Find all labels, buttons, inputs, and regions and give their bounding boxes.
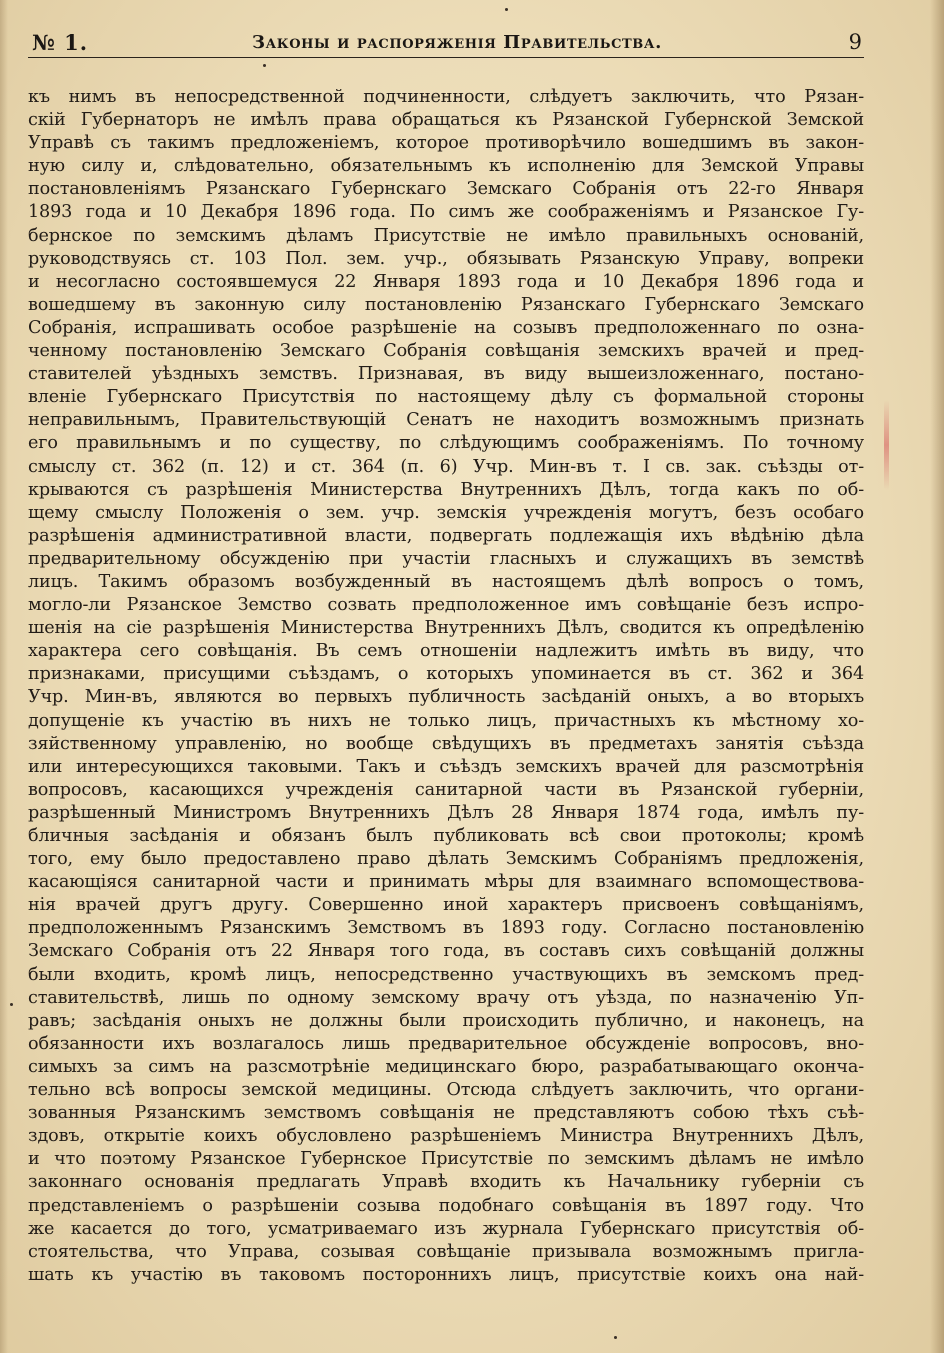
text-line: 1893 года и 10 Декабря 1896 года. По симъ же соображеніямъ и Рязанское Гу- bbox=[28, 202, 864, 223]
text-line: Собранія, испрашивать особое разрѣшеніе на созывъ предположеннаго по озна- bbox=[28, 317, 864, 338]
text-line: руководствуясь ст. 103 Пол. зем. учр., обязывать Рязанскую Управу, вопреки bbox=[28, 248, 864, 269]
text-line: шать къ участію въ таковомъ постороннихъ лицъ, присутствіе коихъ она най- bbox=[28, 1264, 864, 1285]
text-line: Управѣ съ такимъ предложеніемъ, которое противорѣчило вошедшимъ въ закон- bbox=[28, 133, 864, 154]
text-line: нія врачей другъ другу. Совершенно иной характеръ присвоенъ совѣщаніямъ, bbox=[28, 895, 864, 916]
text-line: характера сего совѣщанія. Въ семъ отношеніи надлежитъ имѣть въ виду, что bbox=[28, 641, 864, 662]
text-line: бернское по земскимъ дѣламъ Присутствіе не имѣло правильныхъ основаній, bbox=[28, 225, 864, 246]
text-line: щему смыслу Положенія о зем. учр. земскія учрежденія могутъ, безъ особаго bbox=[28, 502, 864, 523]
text-line: постановленіямъ Рязанскаго Губернскаго Земскаго Собранія отъ 22-го Января bbox=[28, 179, 864, 200]
text-line: бличныя засѣданія и обязанъ былъ публиковать всѣ свои протоколы; кромѣ bbox=[28, 826, 864, 846]
text-line: разрѣшенный Министромъ Внутреннихъ Дѣлъ 28 Января 1874 года, имѣлъ пу- bbox=[28, 802, 864, 823]
text-line: Учр. Мин-въ, являются во первыхъ публичность засѣданій оныхъ, а во вторыхъ bbox=[28, 687, 864, 708]
text-line: равъ; засѣданія оныхъ не должны были происходить публично, и наконецъ, на bbox=[28, 1010, 864, 1031]
text-line: касающіяся санитарной части и принимать мѣры для взаимнаго вспомоществова- bbox=[28, 872, 864, 893]
speck bbox=[263, 64, 266, 67]
text-line: лицъ. Такимъ образомъ возбужденный въ настоящемъ дѣлѣ вопросъ о томъ, bbox=[28, 571, 864, 592]
text-line: шенія на сіе разрѣшенія Министерства Внутреннихъ Дѣлъ, сводится къ опредѣленію bbox=[28, 618, 864, 639]
text-line: представленіемъ о разрѣшеніи созыва подобнаго совѣщанія въ 1897 году. Что bbox=[28, 1195, 864, 1216]
text-line: разрѣшенія административной власти, подвергать подлежащія ихъ вѣдѣнію дѣла bbox=[28, 525, 864, 546]
text-line: предварительному обсужденію при участіи гласныхъ и служащихъ въ земствѣ bbox=[28, 548, 864, 569]
page-header bbox=[32, 30, 862, 60]
text-line: тельно всѣ вопросы земской медицины. Отсюда слѣдуетъ заключить, что органи- bbox=[28, 1080, 864, 1101]
text-line: здовъ, открытіе коихъ обусловлено разрѣшеніемъ Министра Внутреннихъ Дѣлъ, bbox=[28, 1126, 864, 1147]
text-line: ставителей уѣздныхъ земствъ. Признавая, въ виду вышеизложеннаго, постано- bbox=[28, 364, 864, 385]
text-line: смыслу ст. 362 (п. 12) и ст. 364 (п. 6) Учр. Мин-въ т. I св. зак. съѣзды от- bbox=[28, 456, 864, 477]
text-line: зяйственному управленію, но вообще свѣдущихъ въ предметахъ занятія съѣзда bbox=[28, 733, 864, 754]
header-rule bbox=[28, 57, 864, 58]
issue-number: № 1. bbox=[32, 30, 89, 55]
text-line: скій Губернаторъ не имѣлъ права обращаться къ Рязанской Губернской Земской bbox=[28, 110, 864, 131]
text-line: его правильнымъ и по существу, по слѣдующимъ соображеніямъ. По точному bbox=[28, 433, 864, 454]
speck bbox=[505, 8, 508, 11]
text-line: могло-ли Рязанское Земство созвать предположенное имъ совѣщаніе безъ испро- bbox=[28, 595, 864, 616]
text-line: вопросовъ, касающихся учрежденія санитарной части въ Рязанской губерніи, bbox=[28, 779, 864, 800]
running-title: Законы и распоряженія Правительства. bbox=[252, 32, 662, 53]
speck bbox=[614, 1336, 617, 1339]
text-line: ченному постановленію Земскаго Собранія совѣщанія земскихъ врачей и пред- bbox=[28, 341, 864, 362]
text-line: симыхъ за симъ на разсмотрѣніе медицинскаго бюро, разрабатывающаго оконча- bbox=[28, 1056, 864, 1077]
text-line: или интересующихся таковыми. Такъ и съѣздъ земскихъ врачей для разсмотрѣнія bbox=[28, 756, 864, 777]
margin-red-mark bbox=[884, 400, 889, 490]
text-line: обязанности ихъ возлагалось лишь предварительное обсужденіе вопросовъ, вно- bbox=[28, 1033, 864, 1054]
text-line: стоятельства, что Управа, созывая совѣщаніе призывала возможнымъ пригла- bbox=[28, 1241, 864, 1262]
page-edge-shadow bbox=[930, 0, 944, 1353]
text-line: допущеніе къ участію въ нихъ не только лицъ, причастныхъ къ мѣстному хо- bbox=[28, 710, 864, 731]
body-text bbox=[28, 86, 864, 1287]
text-line: ную силу и, слѣдовательно, обязательнымъ къ исполненію для Земской Управы bbox=[28, 156, 864, 177]
page-number: 9 bbox=[848, 30, 862, 54]
text-line: къ нимъ въ непосредственной подчиненности, слѣдуетъ заключить, что Рязан- bbox=[28, 87, 864, 107]
text-line: вошедшему въ законную силу постановленію Рязанскаго Губернскаго Земскаго bbox=[28, 294, 864, 315]
text-line: вленіе Губернскаго Присутствія по настоящему дѣлу съ формальной стороны bbox=[28, 387, 864, 408]
text-line: ставительствѣ, лишь по одному земскому врачу отъ уѣзда, по назначенію Уп- bbox=[28, 987, 864, 1008]
text-line: были входить, кромѣ лицъ, непосредственно участвующихъ въ земскомъ пред- bbox=[28, 964, 864, 985]
text-line: и что поэтому Рязанское Губернское Присутствіе по земскимъ дѣламъ не имѣло bbox=[28, 1149, 864, 1170]
binding-shadow bbox=[0, 0, 8, 1353]
text-line: того, ему было предоставлено право дѣлать Земскимъ Собраніямъ предложенія, bbox=[28, 849, 864, 870]
text-line: Земскаго Собранія отъ 22 Января того года, въ составъ сихъ совѣщаній должны bbox=[28, 941, 864, 962]
speck bbox=[10, 1003, 13, 1006]
text-line: предположеннымъ Рязанскимъ Земствомъ въ 1893 году. Согласно постановленію bbox=[28, 918, 864, 939]
text-line: зованныя Рязанскимъ земствомъ совѣщанія не представляютъ собою тѣхъ съѣ- bbox=[28, 1103, 864, 1124]
text-line: неправильнымъ, Правительствующій Сенатъ не находитъ возможнымъ признать bbox=[28, 410, 864, 431]
text-line: признаками, присущими съѣздамъ, о которыхъ упоминается въ ст. 362 и 364 bbox=[28, 664, 864, 685]
text-line: законнаго основанія предлагать Управѣ входить къ Начальнику губерніи съ bbox=[28, 1172, 864, 1193]
text-line: и несогласно состоявшемуся 22 Января 1893 года и 10 Декабря 1896 года и bbox=[28, 271, 864, 292]
text-line: крываются съ разрѣшенія Министерства Внутреннихъ Дѣлъ, тогда какъ по об- bbox=[28, 479, 864, 500]
text-line: же касается до того, усматриваемаго изъ журнала Губернскаго присутствія об- bbox=[28, 1218, 864, 1239]
